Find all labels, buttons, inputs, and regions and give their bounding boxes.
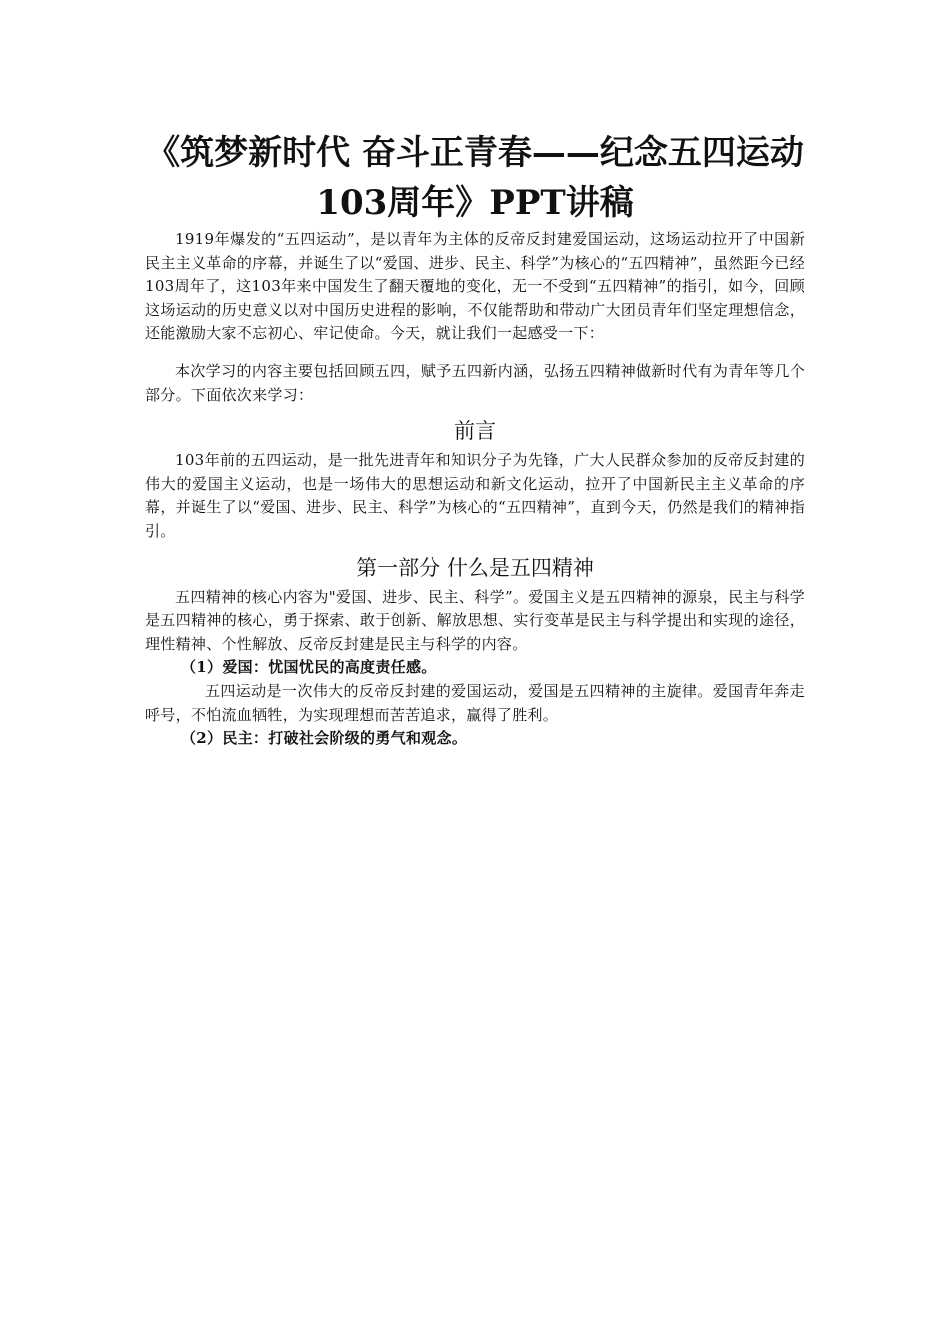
point-2-heading: （2）民主：打破社会阶级的勇气和观念。 xyxy=(181,729,468,748)
document-page xyxy=(145,128,805,751)
part-one-paragraph: 五四精神的核心内容为"爱国、进步、民主、科学”。爱国主义是五四精神的源泉，民主与科学是五四精神的核心，勇于探索、敢于创新、解放思想、实行变革是民主与科学提出和实现的途径，理性精神、个性解放、反帝反封建是民主与科学的内容。 xyxy=(145,587,805,653)
preface-heading: 前言 xyxy=(454,419,496,444)
document-title: 《筑梦新时代 奋斗正青春——纪念五四运动103周年》PPT讲稿 xyxy=(146,133,804,223)
point-1-heading: （1）爱国：忧国忧民的高度责任感。 xyxy=(181,658,437,677)
point-1-paragraph: 五四运动是一次伟大的反帝反封建的爱国运动，爱国是五四精神的主旋律。爱国青年奔走呼号，不怕流血牺牲，为实现理想而苦苦追求，赢得了胜利。 xyxy=(145,681,805,724)
intro-paragraph-1: 1919年爆发的“五四运动”，是以青年为主体的反帝反封建爱国运动，这场运动拉开了中国新民主主义革命的序幕，并诞生了以“爱国、进步、民主、科学”为核心的“五四精神”，虽然距今已经103周年了，这103年来中国发生了翻天覆地的变化，无一不受到“五四精神”的指引，如今，回顾这场运动的历史意义以对中国历史进程的影响，不仅能帮助和带动广大团员青年们坚定理想信念，还能激励大家不忘初心、牢记使命。今天，就让我们一起感受一下： xyxy=(145,230,805,343)
preface-paragraph: 103年前的五四运动，是一批先进青年和知识分子为先锋，广大人民群众参加的反帝反封建的伟大的爱国主义运动，也是一场伟大的思想运动和新文化运动，拉开了中国新民主主义革命的序幕，并诞生了以“爱国、进步、民主、科学”为核心的“五四精神”，直到今天，仍然是我们的精神指引。 xyxy=(145,451,805,540)
intro-paragraph-2: 本次学习的内容主要包括回顾五四，赋予五四新内涵，弘扬五四精神做新时代有为青年等几个部分。下面依次来学习： xyxy=(145,361,805,404)
part-one-heading: 第一部分 什么是五四精神 xyxy=(356,555,594,580)
